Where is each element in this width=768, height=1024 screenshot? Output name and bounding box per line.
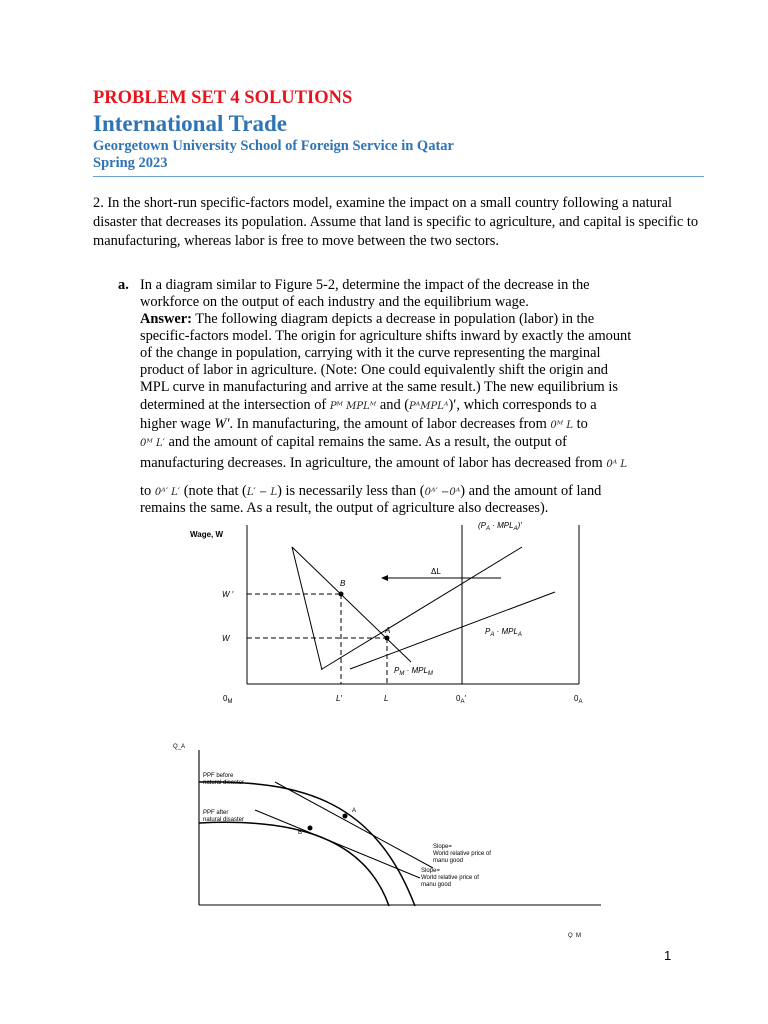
origin-a-prime-mark: ′ [464, 694, 466, 703]
y-axis-label: Wage, W [190, 530, 224, 539]
ppf-after-curve [199, 822, 389, 906]
shifted-curve-part: · MPL [490, 521, 514, 530]
part-a-line-12 [140, 483, 700, 502]
manu-curve-sub: M [427, 671, 433, 677]
origin-a-label [574, 694, 582, 705]
part-a-line-2: workforce on the output of each industry and the equilibrium wage. [140, 294, 529, 310]
point-a-marker [385, 636, 390, 641]
slope-label-line: manu good [421, 882, 452, 888]
point-a-label: A [385, 626, 391, 635]
part-a-line-8 [140, 397, 700, 416]
ppf-before-line: PPF before [203, 773, 234, 779]
text-run: )′, which corresponds to a [448, 397, 597, 413]
text-run: ) and the amount of land [460, 483, 602, 499]
specific-factors-diagram [180, 517, 610, 709]
text-run: manufacturing decreases. In agriculture, the amount of labor has decreased from [140, 455, 603, 471]
math-oa-lprime: 0ᴬ′ L′ [154, 487, 181, 498]
agriculture-curve-label [485, 627, 522, 638]
ppf-after-line: natural disaster [203, 817, 245, 823]
manu-curve-sub: M [399, 671, 405, 677]
ppf-diagram [165, 738, 615, 938]
part-a-label: a. [118, 277, 129, 293]
slope-label-2 [421, 868, 479, 888]
part-a-line-4: specific-factors model. The origin for agriculture shifts inward by exactly the amount [140, 328, 632, 344]
origin-a-sub: A [578, 699, 583, 705]
origin-a-main: 0 [574, 694, 579, 703]
text-run: . In manufacturing, the amount of labor decreases from [229, 416, 547, 432]
origin-m-sub: M [227, 699, 233, 705]
math-om-l: 0ᴹ L [550, 420, 574, 431]
origin-a-prime-label [456, 694, 466, 705]
shifted-curve-part: )′ [517, 521, 522, 530]
shifted-curve-sub: A [486, 526, 491, 532]
term: Spring 2023 [93, 155, 168, 171]
ppf-before-curve [199, 782, 415, 906]
slope-label-line: Slope= [421, 868, 440, 874]
answer-intro: The following diagram depicts a decrease in population (labor) in the [191, 311, 595, 327]
slope-label-1 [433, 844, 491, 864]
slope-label-line: Slope= [433, 844, 452, 850]
point-b-marker [308, 826, 313, 831]
point-b-marker [339, 592, 344, 597]
shifted-curve-part: (P [478, 521, 486, 530]
text-run: to [140, 483, 152, 499]
slope-label-line: manu good [433, 858, 464, 864]
part-a-line-3 [140, 311, 700, 328]
school-name: Georgetown University School of Foreign Service in Qatar [93, 138, 454, 154]
manu-curve-part: · MPL [404, 666, 428, 675]
question-text: 2. In the short-run specific-factors model, examine the impact on a small country following a natural disaster that decreases its population. Assume that land is specific to agriculture, and capital is specific to manufacturing, whereas labor is free to move between the two sectors. [93, 195, 699, 249]
answer-label: Answer: [140, 311, 192, 327]
agri-curve-part: P [485, 627, 491, 636]
pa-mpla-curve [350, 592, 555, 669]
shifted-curve-label [478, 521, 522, 532]
problem-set-title: PROBLEM SET 4 SOLUTIONS [93, 88, 353, 108]
slope-line-after [255, 810, 420, 878]
agri-curve-part: · MPL [494, 627, 518, 636]
text-run: and ( [379, 397, 410, 413]
part-a-line-11 [140, 455, 700, 474]
math-pa-mpla: PᴬMPLᴬ [409, 401, 449, 412]
point-b-label: B [340, 579, 346, 588]
ppf-before-label [203, 773, 244, 786]
agri-curve-sub: A [490, 632, 495, 638]
math-lprime-minus-l: L′ − L [246, 487, 278, 498]
math-pm-mplm: Pᴹ MPLᴹ [329, 401, 377, 412]
math-oa-l: 0ᴬ L [606, 459, 628, 470]
origin-m-label [223, 694, 232, 705]
shifted-curve-sub: A [513, 526, 518, 532]
point-a-label: A [352, 808, 357, 814]
w-prime: W′ [214, 416, 230, 432]
text-run: higher wage [140, 416, 211, 432]
math-oaprime-minus-oa: 0ᴬ′ −0ᴬ [424, 487, 461, 498]
point-a-marker [343, 814, 348, 819]
l-axis-label: L [384, 694, 389, 703]
part-a-line-1: In a diagram similar to Figure 5-2, determine the impact of the decrease in the [140, 277, 590, 293]
w-label: W [222, 634, 230, 643]
agri-curve-sub: A [517, 632, 522, 638]
math-om-lprime: 0ᴹ L′ [140, 438, 165, 449]
point-b-label: B [298, 830, 303, 836]
slope-label-line: World relative price of [433, 851, 491, 857]
part-a-line-13: remains the same. As a result, the output of agriculture also decreases). [140, 500, 549, 516]
mpl-manufacturing-curve [292, 547, 322, 670]
ppf-after-label [203, 810, 244, 823]
part-a-line-9 [140, 416, 700, 435]
pm-mplm-curve [292, 547, 411, 662]
text-run: determined at the intersection of [140, 397, 327, 413]
part-a-line-10 [140, 434, 700, 453]
delta-l-label: ΔL [431, 567, 441, 576]
part-a-line-5: of the change in population, carrying with it the curve representing the marginal [140, 345, 601, 361]
text-run: and the amount of capital remains the same. As a result, the output of [168, 434, 567, 450]
mpl-manufacturing-curve-segment [292, 547, 410, 667]
qa-axis-label: Q_A [173, 744, 186, 750]
l-prime-axis-label: L′ [336, 694, 342, 703]
part-a-line-6: product of labor in agriculture. (Note: One could equivalently shift the origin and [140, 362, 608, 378]
origin-a-prime-main: 0 [456, 694, 461, 703]
w-prime-label: W ′ [222, 590, 234, 599]
manufacturing-curve-label [394, 666, 433, 677]
text-run: to [576, 416, 588, 432]
text-run: (note that ( [183, 483, 247, 499]
qm-axis-label: Q_M [568, 933, 582, 938]
ppf-before-line: natural disaster [203, 780, 245, 786]
page-number: 1 [664, 948, 672, 963]
course-title: International Trade [93, 111, 288, 136]
delta-l-arrowhead [381, 575, 388, 581]
manu-curve-part: P [394, 666, 400, 675]
ppf-after-line: PPF after [203, 810, 229, 816]
header-divider [93, 176, 704, 177]
origin-a-prime-sub: A [460, 699, 465, 705]
text-run: ) is necessarily less than ( [277, 483, 425, 499]
part-a-line-7: MPL curve in manufacturing and arrive at the same result.) The new equilibrium is [140, 379, 618, 395]
slope-label-line: World relative price of [421, 875, 479, 881]
pa-mpla-shifted-curve [322, 547, 522, 669]
origin-m-main: 0 [223, 694, 228, 703]
